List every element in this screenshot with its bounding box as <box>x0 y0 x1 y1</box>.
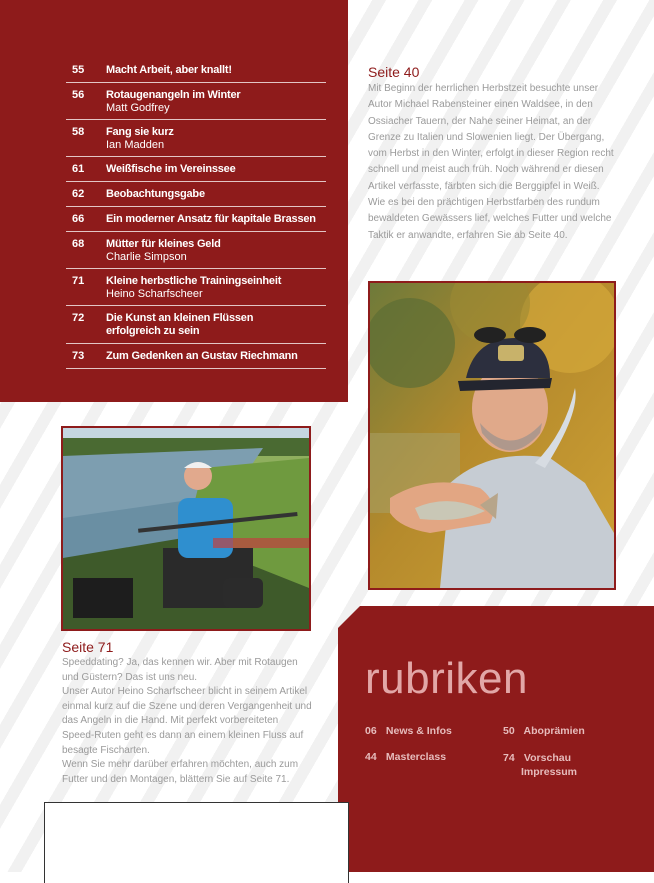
toc-author: Matt Godfrey <box>106 102 170 114</box>
rubrik-label: Aboprämien <box>523 725 585 737</box>
feature-40-heading: Seite 40 <box>368 64 420 80</box>
feature-71-paragraph: Speeddating? Ja, das kennen wir. Aber mit Rotaugen und Güstern? Das ist uns neu. <box>62 657 298 683</box>
rubrik-label: Impressum <box>521 766 578 778</box>
angler-photo-illustration <box>370 283 614 588</box>
toc-title: Ein moderner Ansatz für kapitale Brassen <box>106 213 316 225</box>
toc-title: Weißfische im Vereinssee <box>106 163 236 175</box>
rubrik-item[interactable] <box>503 751 577 779</box>
toc-item[interactable] <box>66 58 326 83</box>
toc-item[interactable] <box>66 344 326 369</box>
toc-page-number: 73 <box>72 350 85 362</box>
rubrik-page-number: 50 <box>503 725 515 737</box>
toc-item[interactable] <box>66 306 326 344</box>
rubrik-item[interactable] <box>503 725 585 737</box>
toc-page-number: 55 <box>72 64 85 76</box>
feature-71-paragraph: Unser Autor Heino Scharfscheer blicht in seinem Artikel einmal kurz auf die Szene und deren Vergangenheit und das Angeln in die Hand. Mit perfekt vorbereiteten Speed-Ruten geht es dann an einem kleinen Fluss auf besagte Fischarten. <box>62 686 312 756</box>
river-photo-illustration <box>63 428 309 629</box>
angler-at-river-photo <box>61 426 311 631</box>
toc-title: Beobachtungsgabe <box>106 188 205 200</box>
toc-item[interactable] <box>66 83 326 120</box>
angler-holding-fish-photo <box>368 281 616 590</box>
toc-page-number: 56 <box>72 89 85 101</box>
toc-title: Fang sie kurz <box>106 126 174 138</box>
toc-item[interactable] <box>66 232 326 269</box>
rubrik-item[interactable] <box>365 725 452 737</box>
rubrik-page-number: 74 <box>503 752 515 764</box>
rubrik-page-number: 44 <box>365 751 377 763</box>
toc-title: Rotaugenangeln im Winter <box>106 89 241 101</box>
toc-item[interactable] <box>66 207 326 232</box>
toc-title: Macht Arbeit, aber knallt! <box>106 64 232 76</box>
rubrik-label: News & Infos <box>385 725 452 737</box>
toc-item[interactable] <box>66 157 326 182</box>
toc-page-number: 58 <box>72 126 85 138</box>
toc-item[interactable] <box>66 120 326 157</box>
feature-71-heading: Seite 71 <box>62 639 114 655</box>
toc-title: Zum Gedenken an Gustav Riechmann <box>106 350 298 362</box>
toc-author: Charlie Simpson <box>106 251 187 263</box>
rubriken-title: rubriken <box>365 654 528 703</box>
rubrik-item[interactable] <box>365 751 446 763</box>
toc-page-number: 66 <box>72 213 85 225</box>
toc-title: Mütter für kleines Geld <box>106 238 221 250</box>
feature-71-text <box>62 656 312 787</box>
toc-title: Kleine herbstliche Trainingseinheit <box>106 275 282 287</box>
feature-40-text: Mit Beginn der herrlichen Herbstzeit besuchte unser Autor Michael Rabensteiner einen Waldsee, in den Ossiacher Tauern, der Nahe seiner Heimat, an der Grenze zu Italien und Slowenien liegt. Der Übergang, vom Herbst in den Winter, erfolgt in dieser Region recht schnell und meist auch früh. Noch während er diesen Artikel verfasste, färbten sich die Berggipfel in Weiß. Wie es bei den prächtigen Herbstfarben des rundum bewaldeten Gewässers lief, welches Futter und welche Taktik er anwandte, erfahren Sie ab Seite 40. <box>368 83 614 241</box>
toc-page-number: 61 <box>72 163 85 175</box>
rubriken-panel <box>338 606 654 872</box>
toc-item[interactable] <box>66 269 326 306</box>
toc-page-number: 72 <box>72 312 85 324</box>
toc-item[interactable] <box>66 182 326 207</box>
toc-author: Heino Scharfscheer <box>106 288 203 300</box>
toc-author: Ian Madden <box>106 139 165 151</box>
rubrik-label: Vorschau <box>523 752 571 764</box>
table-of-contents <box>66 58 326 369</box>
toc-page-number: 62 <box>72 188 85 200</box>
rubrik-label: Masterclass <box>385 751 447 763</box>
toc-page-number: 71 <box>72 275 85 287</box>
toc-title: Die Kunst an kleinen Flüssen erfolgreich zu sein <box>106 312 254 337</box>
toc-page-number: 68 <box>72 238 85 250</box>
toc-panel <box>0 0 348 402</box>
rubrik-page-number: 06 <box>365 725 377 737</box>
feature-71-paragraph: Wenn Sie mehr darüber erfahren möchten, auch zum Futter und den Montagen, blättern Sie auf Seite 71. <box>62 759 299 785</box>
bottom-frame <box>44 802 349 883</box>
